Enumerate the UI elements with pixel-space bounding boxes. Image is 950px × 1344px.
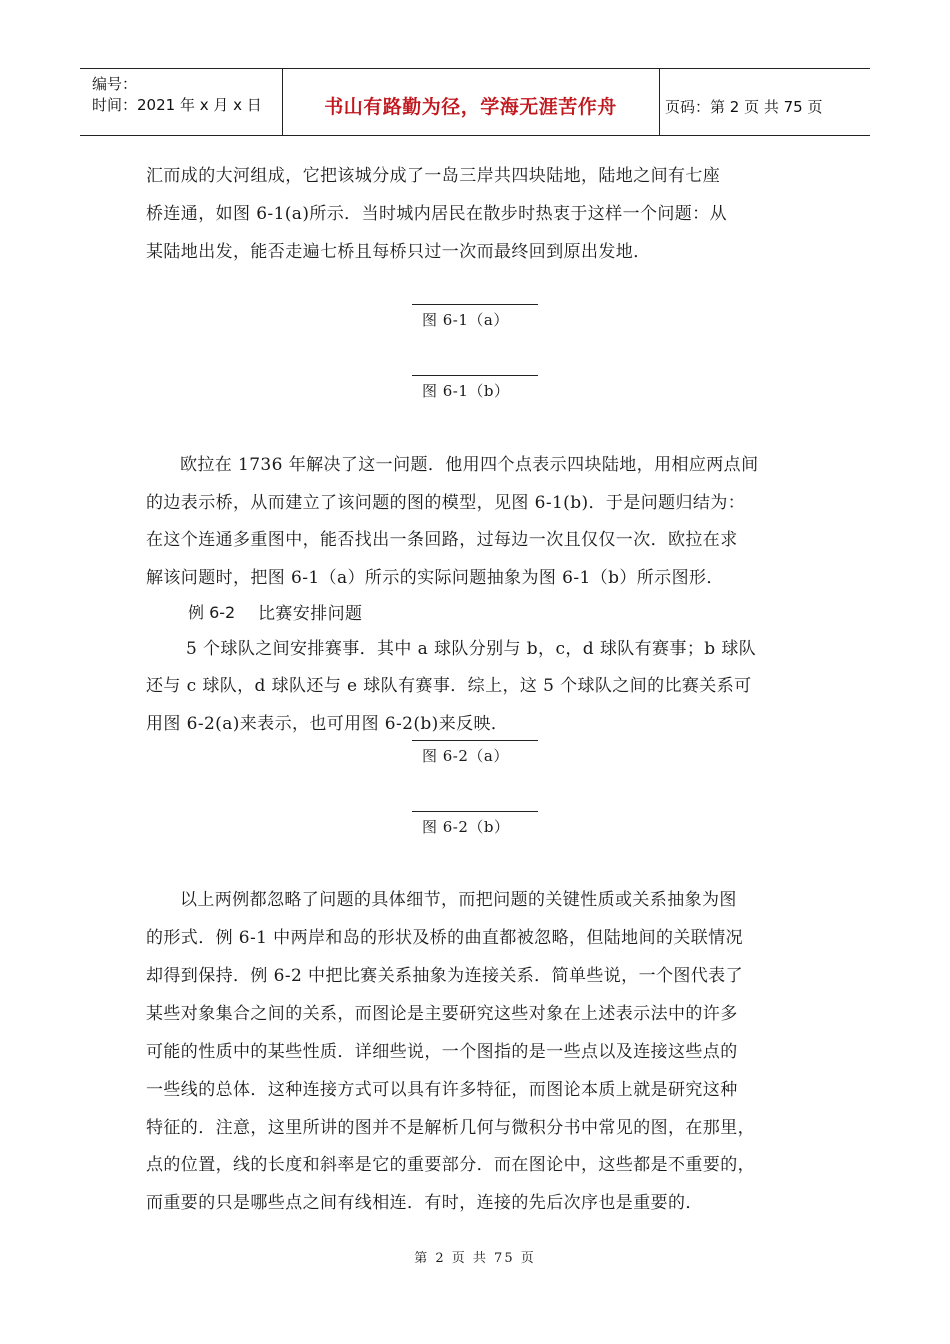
summary-line: 可能的性质中的某些性质．详细些说，一个图指的是一些点以及连接这些点的 (146, 1042, 738, 1062)
example-line: 用图 6-2(a)来表示，也可用图 6-2(b)来反映． (146, 714, 509, 734)
example-title: 比赛安排问题 (258, 604, 363, 624)
summary-line: 的形式．例 6-1 中两岸和岛的形状及桥的曲直都被忽略，但陆地间的关联情况 (146, 928, 743, 948)
number-label: 编号： (92, 75, 138, 93)
example-label: 例 6-2 (188, 603, 236, 622)
figure-6-2a-rule (412, 740, 538, 741)
figure-caption: 图 6-2（b） (422, 818, 510, 836)
intro-line: 某陆地出发，能否走遍七桥且每桥只过一次而最终回到原出发地． (146, 242, 651, 262)
figure-6-1a-rule (412, 304, 538, 305)
intro-line: 桥连通，如图 6-1(a)所示．当时城内居民在散步时热衷于这样一个问题：从 (146, 204, 727, 224)
summary-line: 某些对象集合之间的关系，而图论是主要研究这些对象在上述表示法中的许多 (146, 1004, 738, 1024)
euler-line: 的边表示桥，从而建立了该问题的图的模型，见图 6-1(b)．于是问题归结为： (146, 493, 746, 513)
euler-line: 在这个连通多重图中，能否找出一条回路，过每边一次且仅仅一次．欧拉在求 (146, 530, 738, 550)
figure-6-1b-rule (412, 375, 538, 376)
summary-line: 以上两例都忽略了问题的具体细节，而把问题的关键性质或关系抽象为图 (180, 890, 737, 910)
intro-line: 汇而成的大河组成，它把该城分成了一岛三岸共四块陆地，陆地之间有七座 (146, 166, 721, 186)
figure-caption: 图 6-1（a） (422, 311, 509, 329)
figure-caption: 图 6-2（a） (422, 747, 509, 765)
summary-line: 却得到保持．例 6-2 中把比赛关系抽象为连接关系．简单些说，一个图代表了 (146, 966, 743, 986)
summary-line: 点的位置，线的长度和斜率是它的重要部分．而在图论中，这些都是不重要的， (146, 1155, 755, 1175)
figure-6-2b-rule (412, 811, 538, 812)
header-left-cell (80, 69, 283, 135)
example-line: 5 个球队之间安排赛事．其中 a 球队分别与 b，c，d 球队有赛事；b 球队 (186, 639, 757, 659)
header-right-cell (659, 69, 870, 135)
time-label: 时间：2021 年 x 月 x 日 (92, 96, 262, 114)
header-motto-cell (282, 69, 660, 135)
page-header (80, 68, 870, 136)
euler-line: 解该问题时，把图 6-1（a）所示的实际问题抽象为图 6-1（b）所示图形． (146, 568, 724, 588)
summary-line: 特征的．注意，这里所讲的图并不是解析几何与微积分书中常见的图，在那里， (146, 1118, 755, 1138)
example-line: 还与 c 球队，d 球队还与 e 球队有赛事．综上，这 5 个球队之间的比赛关系可 (146, 676, 752, 696)
page-info: 页码：第 2 页 共 75 页 (665, 98, 823, 116)
euler-line: 欧拉在 1736 年解决了这一问题．他用四个点表示四块陆地，用相应两点间 (180, 455, 759, 475)
summary-line: 一些线的总体．这种连接方式可以具有许多特征，而图论本质上就是研究这种 (146, 1080, 738, 1100)
page-footer: 第 2 页 共 75 页 (414, 1251, 536, 1266)
figure-caption: 图 6-1（b） (422, 382, 510, 400)
summary-line: 而重要的只是哪些点之间有线相连．有时，连接的先后次序也是重要的． (146, 1193, 703, 1213)
motto: 书山有路勤为径，学海无涯苦作舟 (324, 96, 617, 118)
